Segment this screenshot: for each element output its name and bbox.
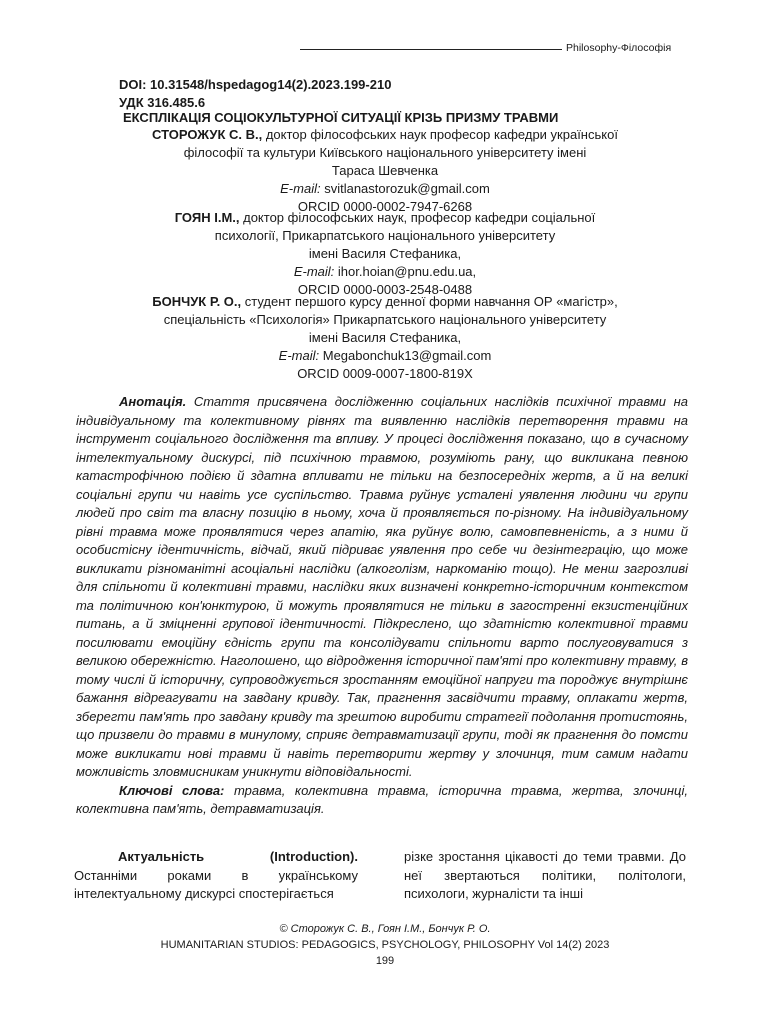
page-number: 199 bbox=[375, 955, 395, 967]
author-block-2 bbox=[70, 209, 700, 299]
abstract-label: Анотація. bbox=[119, 394, 187, 409]
affiliation-text: студент першого курсу денної форми навчання ОР «магістр», bbox=[241, 294, 618, 309]
udk: УДК 316.485.6 bbox=[119, 95, 206, 110]
running-header bbox=[300, 42, 695, 54]
abstract-paragraph bbox=[76, 393, 688, 782]
article-title: ЕКСПЛІКАЦІЯ СОЦІОКУЛЬТУРНОЇ СИТУАЦІЇ КРІЗЬ ПРИЗМУ ТРАВМИ bbox=[123, 110, 559, 125]
right-column-text: різке зростання цікавості до теми травми. До неї звертаються політики, політологи, психологи, журналісти та інші bbox=[404, 849, 686, 901]
author-block-3 bbox=[70, 293, 700, 383]
page-footer bbox=[70, 921, 700, 969]
author-affiliation-line bbox=[70, 209, 700, 227]
email-label: E-mail: bbox=[293, 264, 335, 279]
keywords-label: Ключові слова: bbox=[119, 782, 225, 798]
affiliation-text: доктор філософських наук, професор кафедри соціальної bbox=[239, 210, 596, 225]
author-name: ГОЯН І.М., bbox=[174, 210, 240, 225]
author-affiliation-line bbox=[70, 126, 700, 144]
author-name: СТОРОЖУК С. В., bbox=[152, 127, 263, 142]
email-label: E-mail: bbox=[280, 181, 321, 196]
author-name: БОНЧУК Р. О., bbox=[152, 294, 242, 309]
author-orcid: ORCID 0009-0007-1800-819X bbox=[297, 366, 473, 381]
body-right-column bbox=[404, 848, 686, 904]
author-block-1 bbox=[70, 126, 700, 216]
affiliation-line: філософії та культури Київського національного університету імені bbox=[183, 145, 587, 160]
email-link[interactable]: Megabonchuk13@gmail.com bbox=[319, 348, 492, 363]
affiliation-line: імені Василя Стефаника, bbox=[308, 246, 462, 261]
email-link[interactable]: ihor.hoian@pnu.edu.ua, bbox=[334, 264, 477, 279]
author-email bbox=[70, 180, 700, 198]
header-rule bbox=[300, 49, 562, 50]
author-orcid: ORCID 0000-0002-7947-6268 bbox=[297, 199, 473, 214]
email-link[interactable]: svitlanastorozuk@gmail.com bbox=[320, 181, 490, 196]
body-left-column bbox=[74, 848, 358, 904]
introduction-heading: Актуальність (Introduction). bbox=[118, 849, 358, 864]
affiliation-text: доктор філософських наук професор кафедри української bbox=[262, 127, 618, 142]
footer-journal: HUMANITARIAN STUDIOS: PEDAGOGICS, PSYCHOLOGY, PHILOSOPHY Vol 14(2) 2023 bbox=[160, 939, 610, 951]
affiliation-line: імені Василя Стефаника, bbox=[308, 330, 462, 345]
keywords-text: травма, колективна травма, історична травма, жертва, злочинці, колективна пам'ять, детравматизація. bbox=[76, 782, 688, 816]
running-header-text: Philosophy-Філософія bbox=[566, 42, 672, 54]
abstract-text: Стаття присвячена дослідженню соціальних наслідків психічної травми на індивідуальному та колективному рівнях та виявленню наслідків перетворення травми на інструмент соціального дослідження та впливу. У процесі дослідження показано, що в сучасному інтелектуальному дискурсі, під психічною травмою, розуміють рану, що викликана певною катастрофічною подією й здатна впливати не тільки на безпосередніх жертв, а й на великі соціальні групи чи навіть усе суспільство. Травма руйнує усталені уявлення людини чи групи людей про світ та власну позицію в ньому, хоча й проявляється по-різному. На індивідуальному рівні травма може проявлятися через апатію, яка руйнує волю, самовпевненість, а з ними й особистісну ідентичність, відчай, який підриває уявлення про себе чи дезінтеграцію, що може викликати різноманітні асоціальні наслідки (алкоголізм, наркоманію тощо). Не менш загрозливі для спільноти й колективні травми, наслідки яких визначені конкретно-історичним контекстом та політичною кон'юнктурою, й можуть проявлятися не тільки в загостренні екзистенційних питань, а й зміцненні групової ідентичності. Підкреслено, що здатністю колективної травми посилювати емоційну єдність групи та консолідувати спільноти варто послуговуватися з великою обережністю. Наголошено, що відродження історичної пам'яті про колективну травму, в тому числі й історичну, супроводжується зростанням емоційної напруги та породжує внутрішнє бажання відреагувати на завдану кривду. Так, прагнення засвідчити травму, оплакати жертв, зберегти пам'ять про завдану кривду та зрештою виробити стратегії подолання протистоянь, що призвели до травми в минулому, сприяє детравматизації групи, тоді як прагнення до помсти може викликати нові травми й навіть перетворити жертву у злочинця, тим самим надати можливість зловмисникам уникнути відповідальності. bbox=[76, 394, 688, 779]
keywords-paragraph bbox=[76, 782, 688, 819]
abstract bbox=[76, 393, 688, 819]
affiliation-line: Тараса Шевченка bbox=[331, 163, 439, 178]
footer-copyright: © Сторожук С. В., Гоян І.М., Бончук Р. О. bbox=[279, 923, 491, 935]
section-heading bbox=[74, 848, 358, 867]
author-email bbox=[70, 347, 700, 365]
author-email bbox=[70, 263, 700, 281]
email-label: E-mail: bbox=[278, 348, 320, 363]
affiliation-line: спеціальність «Психологія» Прикарпатського національного університету bbox=[163, 312, 607, 327]
affiliation-line: психології, Прикарпатського національного університету bbox=[214, 228, 556, 243]
author-orcid: ORCID 0000-0003-2548-0488 bbox=[297, 282, 473, 297]
left-column-text: Останніми роками в українському інтелектуальному дискурсі спостерігається bbox=[74, 867, 358, 901]
author-affiliation-line bbox=[70, 293, 700, 311]
doi: DOI: 10.31548/hspedagog14(2).2023.199-210 bbox=[119, 77, 392, 92]
